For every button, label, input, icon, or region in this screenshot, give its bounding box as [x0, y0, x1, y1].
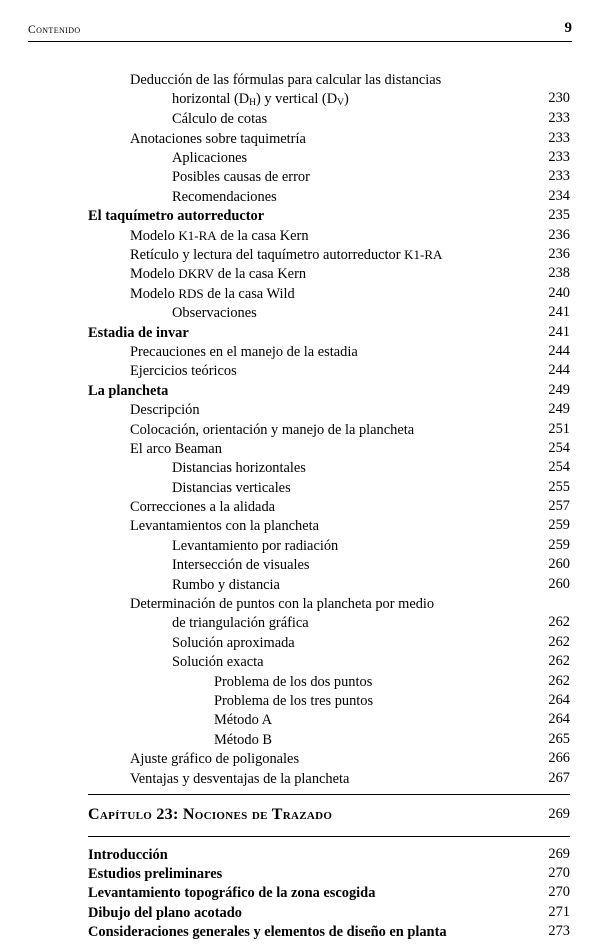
toc-entry[interactable] — [88, 538, 570, 555]
header-title: Contenido — [28, 24, 81, 36]
toc-entry[interactable] — [88, 751, 570, 768]
toc-entry-label: Solución exacta — [172, 654, 264, 671]
toc-entry[interactable] — [88, 111, 570, 128]
toc-entry[interactable] — [88, 441, 570, 458]
toc-entry-page: 260 — [548, 575, 570, 592]
toc-entry[interactable] — [88, 91, 570, 109]
toc-entry-page: 262 — [548, 672, 570, 689]
toc-entry-label: El arco Beaman — [130, 440, 222, 457]
toc-entry-label: Posibles causas de error — [172, 169, 310, 186]
toc-entry-label: Levantamiento por radiación — [172, 537, 339, 554]
header-divider — [28, 41, 572, 42]
toc-entry-page: 262 — [548, 614, 570, 631]
header-page-number: 9 — [564, 20, 572, 36]
toc-entry-label: Colocación, orientación y manejo de la plancheta — [130, 421, 415, 438]
toc-entry-page: 233 — [548, 149, 570, 166]
toc-entry[interactable] — [88, 325, 570, 342]
toc-entry[interactable] — [88, 208, 570, 225]
toc-entry[interactable] — [88, 615, 570, 632]
toc-entry-page: 236 — [548, 226, 570, 243]
toc-entry-label: horizontal $(D_H)$ y vertical $(D_V)$ — [172, 91, 349, 109]
toc-entry[interactable] — [88, 499, 570, 516]
toc-entry[interactable] — [88, 557, 570, 574]
toc-entry-label: Estadia de invar — [88, 324, 189, 341]
toc-entry-label: Rumbo y distancia — [172, 576, 280, 593]
toc-entry-label: Levantamientos con la plancheta — [130, 518, 319, 535]
toc-entry[interactable] — [88, 286, 570, 303]
toc-entry[interactable] — [88, 72, 570, 89]
toc-entry-label: Dibujo del plano acotado — [88, 904, 242, 921]
toc-entry-label: Correcciones a la alidada — [130, 499, 276, 516]
toc-entry-label: Introducción — [88, 846, 168, 863]
toc-entry-page: 249 — [548, 381, 570, 398]
toc-entry[interactable] — [88, 131, 570, 148]
toc-entry[interactable] — [88, 363, 570, 380]
toc-entry-label: Observaciones — [172, 305, 257, 322]
toc-entry-label: Cálculo de cotas — [172, 111, 268, 128]
toc-entry[interactable] — [88, 885, 570, 902]
toc-entry-page: 262 — [548, 633, 570, 650]
toc-entry-label: Modelo RDS de la casa Wild — [130, 285, 295, 302]
table-of-contents — [88, 72, 570, 944]
toc-entry-page: 238 — [548, 265, 570, 282]
toc-entry-page: 259 — [548, 536, 570, 553]
toc-entry-page: 271 — [548, 903, 570, 920]
toc-entry-label: Retículo y lectura del taquímetro autorreductor K1-RA — [130, 247, 443, 264]
toc-entry[interactable] — [88, 674, 570, 691]
toc-entry-label: Levantamiento topográfico de la zona escogida — [88, 885, 376, 902]
toc-entry-label: El taquímetro autorreductor — [88, 208, 265, 225]
toc-entry-page: 267 — [548, 769, 570, 786]
toc-entry-label: Método A — [214, 712, 272, 729]
toc-entry[interactable] — [88, 247, 570, 264]
toc-entry-page: 269 — [548, 845, 570, 862]
toc-entry[interactable] — [88, 402, 570, 419]
toc-entry[interactable] — [88, 344, 570, 361]
toc-entry-page: 266 — [548, 750, 570, 767]
toc-entry[interactable] — [88, 480, 570, 497]
toc-entry-page: 259 — [548, 517, 570, 534]
toc-entry-page: 273 — [548, 923, 570, 940]
toc-entry[interactable] — [88, 693, 570, 710]
toc-entry-label: Aplicaciones — [172, 150, 248, 167]
toc-entry[interactable] — [88, 305, 570, 322]
toc-entry-label: Anotaciones sobre taquimetría — [130, 130, 306, 147]
toc-entry-page: 241 — [548, 323, 570, 340]
toc-entry-page: 244 — [548, 342, 570, 359]
toc-entry-page: 264 — [548, 692, 570, 708]
toc-entry[interactable] — [88, 635, 570, 652]
toc-entry-page: 260 — [548, 556, 570, 573]
toc-entry-page: 262 — [548, 653, 570, 670]
toc-entry-label: Ventajas y desventajas de la plancheta — [130, 770, 350, 787]
toc-entry[interactable] — [88, 150, 570, 167]
toc-entry-page: 257 — [548, 498, 570, 515]
toc-entry-label: Deducción de las fórmulas para calcular las distancias — [130, 72, 442, 88]
toc-entry-page: 265 — [548, 730, 570, 747]
toc-entry-label: Determinación de puntos con la plancheta por medio — [130, 596, 435, 613]
toc-entry[interactable] — [88, 189, 570, 206]
toc-entry[interactable] — [88, 228, 570, 245]
toc-entry[interactable] — [88, 732, 570, 749]
toc-entry[interactable] — [88, 771, 570, 788]
toc-entry-label: Precauciones en el manejo de la estadia — [130, 343, 358, 360]
toc-chapter-label: Capítulo 23: Nociones de Trazado — [88, 805, 333, 823]
toc-entry-label: Ejercicios teóricos — [130, 363, 237, 380]
toc-entry-page: 236 — [548, 246, 570, 263]
toc-entry-label: La plancheta — [88, 382, 169, 399]
toc-entry-page: 240 — [548, 284, 570, 301]
toc-entry-page: 254 — [548, 459, 570, 476]
toc-entry[interactable] — [88, 924, 570, 941]
toc-entry-label: Descripción — [130, 402, 200, 419]
toc-entry-label: Modelo K1-RA de la casa Kern — [130, 227, 309, 244]
toc-entry-label: Estudios preliminares — [88, 865, 223, 882]
toc-entry[interactable] — [88, 266, 570, 283]
toc-entry-label: Ajuste gráfico de poligonales — [130, 751, 300, 768]
toc-entry-page: 234 — [548, 187, 570, 204]
toc-entry[interactable] — [88, 518, 570, 535]
toc-entry[interactable] — [88, 422, 570, 439]
toc-entry-label: Método B — [214, 731, 272, 748]
toc-entry-page: 270 — [548, 884, 570, 901]
toc-entry[interactable] — [88, 169, 570, 186]
toc-entry-label: Problema de los dos puntos — [214, 673, 373, 690]
toc-entry-page: 233 — [548, 168, 570, 185]
toc-entry[interactable] — [88, 905, 570, 922]
toc-entry-page: 233 — [548, 110, 570, 127]
toc-entry-page: 254 — [548, 439, 570, 456]
toc-entry-label: Problema de los tres puntos — [214, 693, 374, 709]
toc-entry-page: 235 — [548, 207, 570, 224]
toc-entry-page: 251 — [548, 420, 570, 437]
toc-entry-label: de triangulación gráfica — [172, 615, 309, 632]
toc-entry-page: 244 — [548, 362, 570, 379]
toc-entry-page: 270 — [548, 864, 570, 881]
toc-entry-label: Distancias verticales — [172, 479, 291, 496]
toc-entry-label: Modelo DKRV de la casa Kern — [130, 266, 307, 283]
toc-entry-page: 233 — [548, 129, 570, 146]
toc-entry[interactable] — [88, 577, 570, 594]
toc-entry-page: 241 — [548, 304, 570, 321]
toc-entry-page: 264 — [548, 711, 570, 728]
toc-entry[interactable] — [88, 654, 570, 671]
toc-entry-label: Intersección de visuales — [172, 557, 310, 574]
toc-entry-label: Recomendaciones — [172, 188, 277, 205]
toc-entry-page: 249 — [548, 401, 570, 418]
toc-entry[interactable] — [88, 847, 570, 864]
toc-entry-label: Solución aproximada — [172, 634, 295, 651]
toc-entry[interactable] — [88, 866, 570, 883]
toc-chapter-page: 269 — [548, 805, 570, 822]
toc-entry-page: 230 — [548, 90, 570, 107]
toc-entry[interactable] — [88, 460, 570, 477]
toc-chapter-heading[interactable] — [88, 794, 570, 837]
toc-entry-page: 255 — [548, 478, 570, 495]
toc-entry[interactable] — [88, 712, 570, 729]
toc-entry-label: Distancias horizontales — [172, 460, 306, 477]
toc-entry[interactable] — [88, 596, 570, 613]
toc-entry[interactable] — [88, 383, 570, 400]
toc-entry-label: Consideraciones generales y elementos de diseño en planta — [88, 924, 447, 941]
page-header — [28, 20, 572, 46]
